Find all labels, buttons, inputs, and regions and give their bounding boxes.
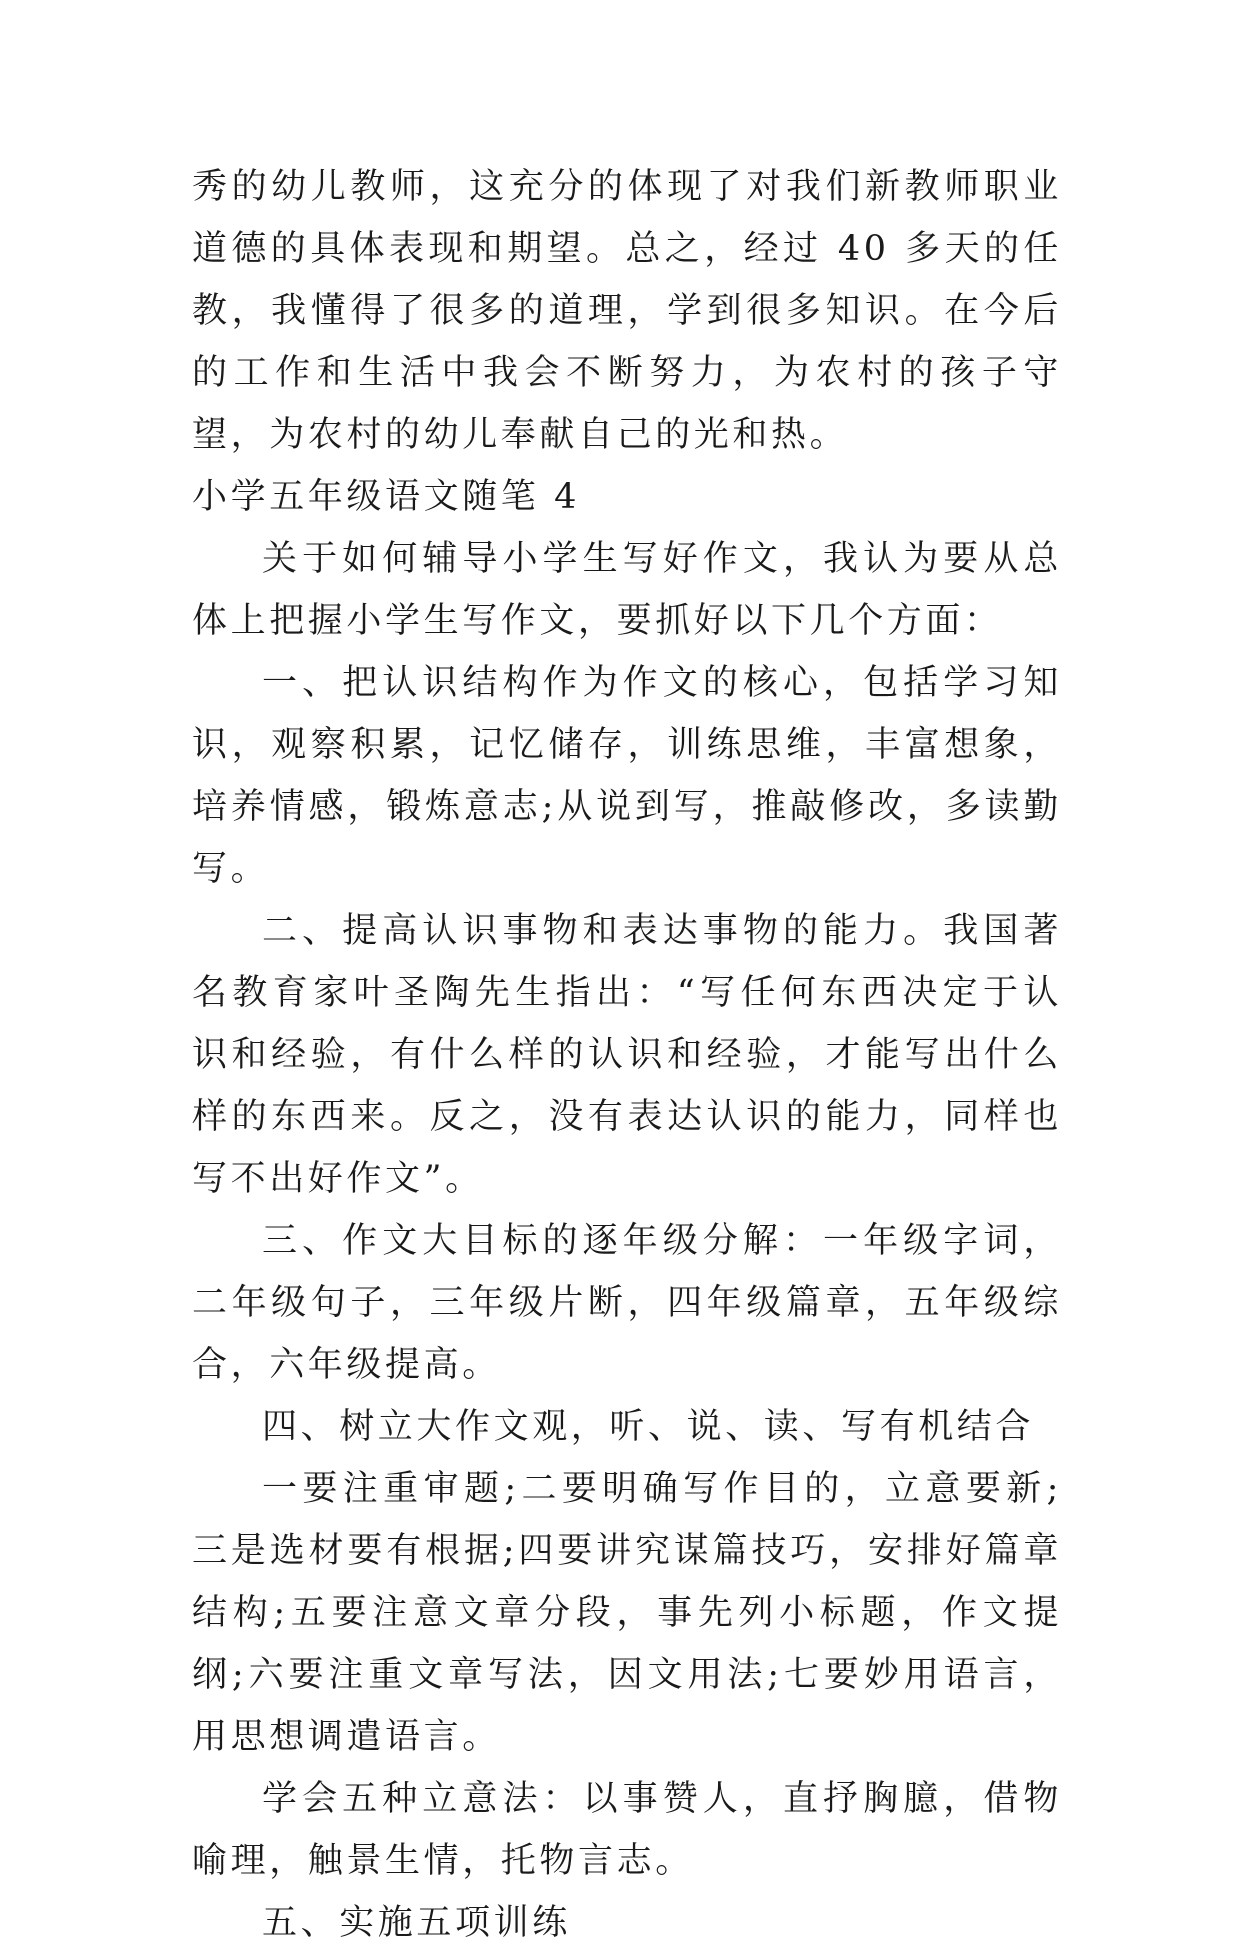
paragraph-continuation: 秀的幼儿教师，这充分的体现了对我们新教师职业道德的具体表现和期望。总之，经过 40 多天的任教，我懂得了很多的道理，学到很多知识。在今后的工作和生活中我会不断努力，为农村的孩子守望，为农村的幼儿奉献自己的光和热。	[192, 167, 1062, 455]
paragraph-intent-methods: 学会五种立意法：以事赞人，直抒胸臆，借物喻理，触景生情，托物言志。	[192, 1779, 1062, 1881]
document-body	[192, 156, 1062, 1954]
paragraph-point-4: 四、树立大作文观，听、说、读、写有机结合	[262, 1407, 1035, 1447]
paragraph-point-2: 二、提高认识事物和表达事物的能力。我国著名教育家叶圣陶先生指出：“写任何东西决定于认识和经验，有什么样的认识和经验，才能写出什么样的东西来。反之，没有表达认识的能力，同样也写不出好作文”。	[192, 911, 1062, 1199]
paragraph-writing-tips: 一要注重审题;二要明确写作目的，立意要新;三是选材要有根据;四要讲究谋篇技巧，安排好篇章结构;五要注意文章分段，事先列小标题，作文提纲;六要注重文章写法，因文用法;七要妙用语言，用思想调遣语言。	[192, 1469, 1062, 1757]
paragraph-point-1: 一、把认识结构作为作文的核心，包括学习知识，观察积累，记忆储存，训练思维，丰富想象，培养情感，锻炼意志;从说到写，推敲修改，多读勤写。	[192, 663, 1062, 889]
section-heading: 小学五年级语文随笔 4	[192, 477, 580, 517]
paragraph-intro: 关于如何辅导小学生写好作文，我认为要从总体上把握小学生写作文，要抓好以下几个方面：	[192, 539, 1062, 641]
paragraph-point-3: 三、作文大目标的逐年级分解：一年级字词，二年级句子，三年级片断，四年级篇章，五年级综合，六年级提高。	[192, 1221, 1062, 1385]
paragraph-point-5: 五、实施五项训练	[262, 1903, 571, 1943]
